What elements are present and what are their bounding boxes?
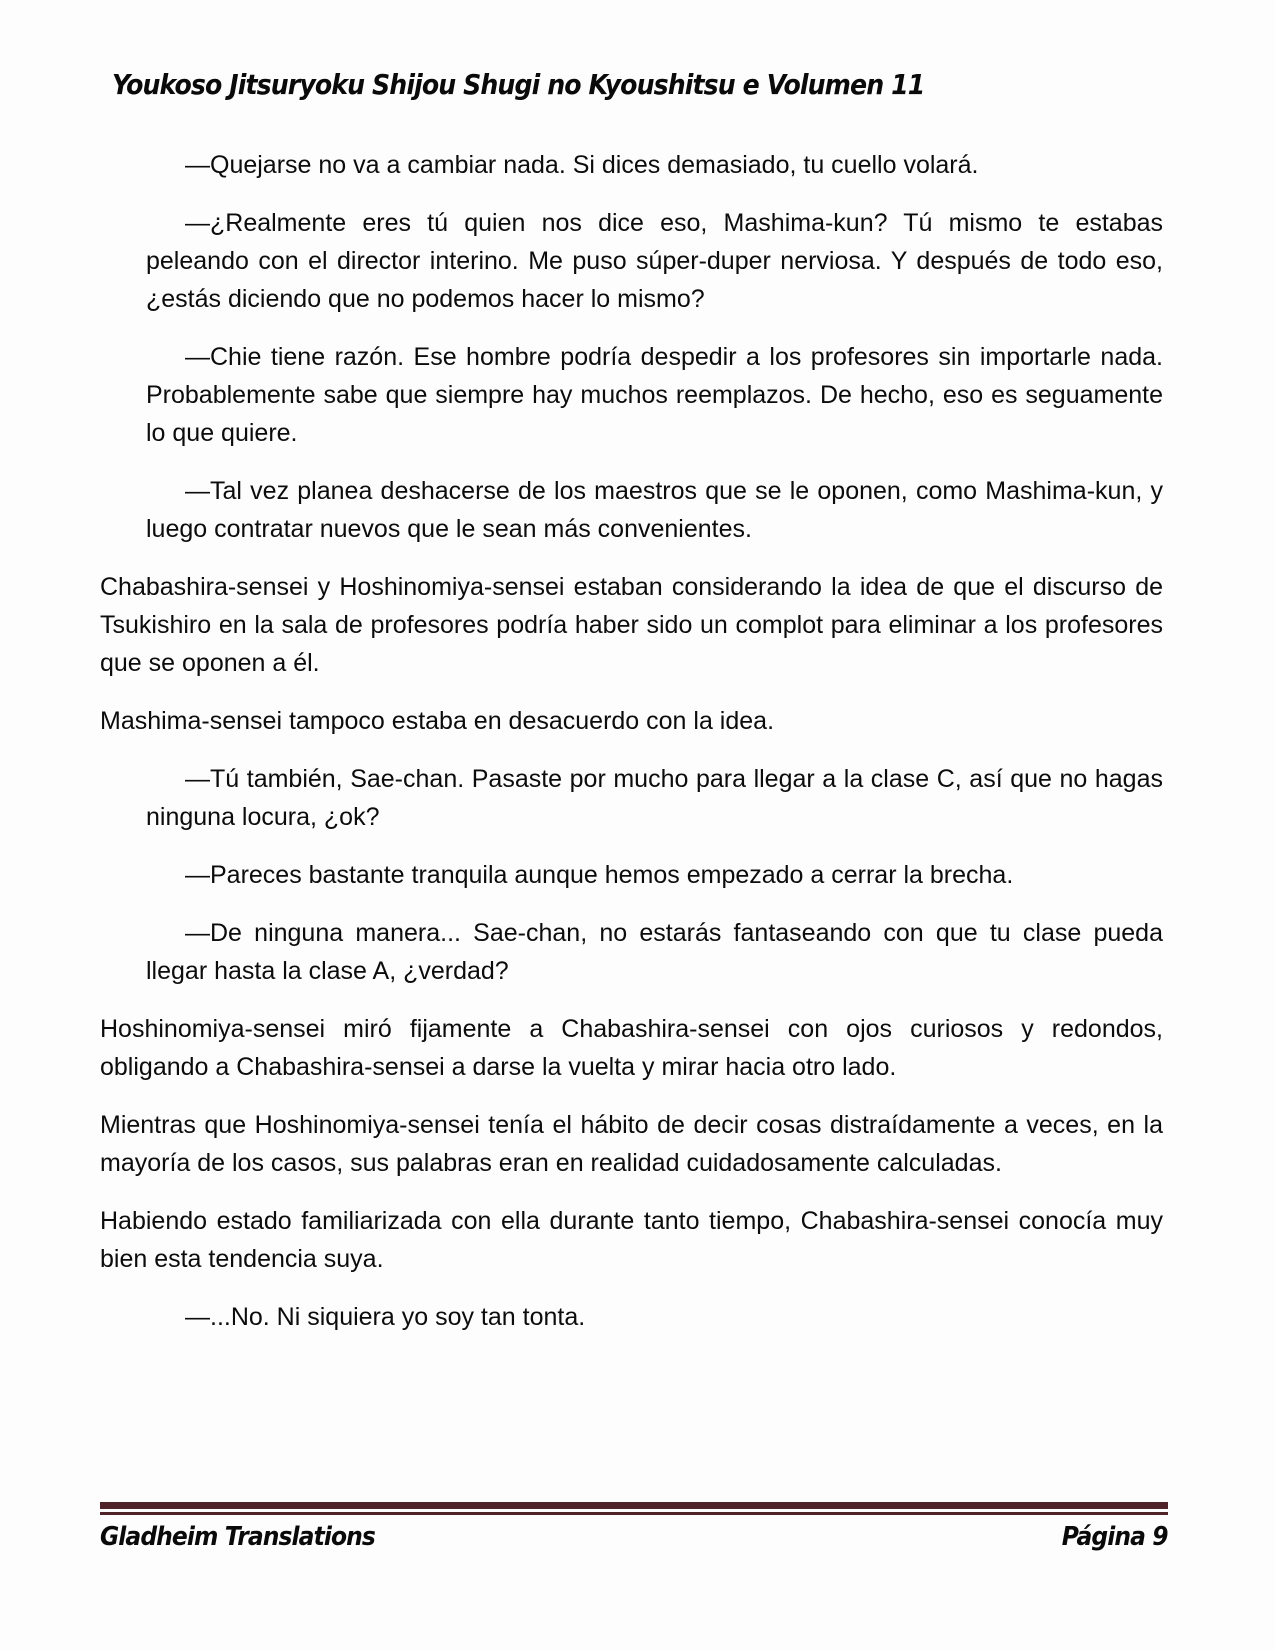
- document-body: [100, 146, 1163, 1356]
- page-footer: [100, 1522, 1168, 1552]
- paragraph: —...No. Ni siquiera yo soy tan tonta.: [185, 1303, 586, 1331]
- paragraph: Habiendo estado familiarizada con ella durante tanto tiempo, Chabashira-sensei conocía muy bien esta tendencia suya.: [100, 1207, 1163, 1273]
- paragraph: —Pareces bastante tranquila aunque hemos empezado a cerrar la brecha.: [185, 861, 1014, 889]
- footer-divider-rule: [100, 1502, 1168, 1515]
- paragraph: —¿Realmente eres tú quien nos dice eso, Mashima-kun? Tú mismo te estabas peleando con el director interino. Me puso súper-duper nerviosa. Y después de todo eso, ¿estás diciendo que no podemos hacer lo mismo?: [146, 209, 1163, 313]
- paragraph: Mashima-sensei tampoco estaba en desacuerdo con la idea.: [100, 707, 775, 735]
- paragraph: —De ninguna manera... Sae-chan, no estarás fantaseando con que tu clase pueda llegar hasta la clase A, ¿verdad?: [146, 919, 1163, 985]
- paragraph: Mientras que Hoshinomiya-sensei tenía el hábito de decir cosas distraídamente a veces, en la mayoría de los casos, sus palabras eran en realidad cuidadosamente calculadas.: [100, 1111, 1163, 1177]
- page-header-title: Youkoso Jitsuryoku Shijou Shugi no Kyoushitsu e Volumen 11: [112, 68, 925, 101]
- paragraph: —Tal vez planea deshacerse de los maestros que se le oponen, como Mashima-kun, y luego contratar nuevos que le sean más convenientes.: [146, 477, 1163, 543]
- paragraph: Hoshinomiya-sensei miró fijamente a Chabashira-sensei con ojos curiosos y redondos, obligando a Chabashira-sensei a darse la vuelta y mirar hacia otro lado.: [100, 1015, 1163, 1081]
- paragraph: —Chie tiene razón. Ese hombre podría despedir a los profesores sin importarle nada. Probablemente sabe que siempre hay muchos reemplazos. De hecho, eso es seguamente lo que quiere.: [146, 343, 1163, 447]
- footer-translator-credit: Gladheim Translations: [100, 1522, 375, 1552]
- footer-page-number: Página 9: [1062, 1522, 1168, 1552]
- paragraph: —Tú también, Sae-chan. Pasaste por mucho para llegar a la clase C, así que no hagas ninguna locura, ¿ok?: [146, 765, 1163, 831]
- paragraph: —Quejarse no va a cambiar nada. Si dices demasiado, tu cuello volará.: [185, 151, 979, 179]
- paragraph: Chabashira-sensei y Hoshinomiya-sensei estaban considerando la idea de que el discurso de Tsukishiro en la sala de profesores podría haber sido un complot para eliminar a los profesores que se oponen a él.: [100, 573, 1163, 677]
